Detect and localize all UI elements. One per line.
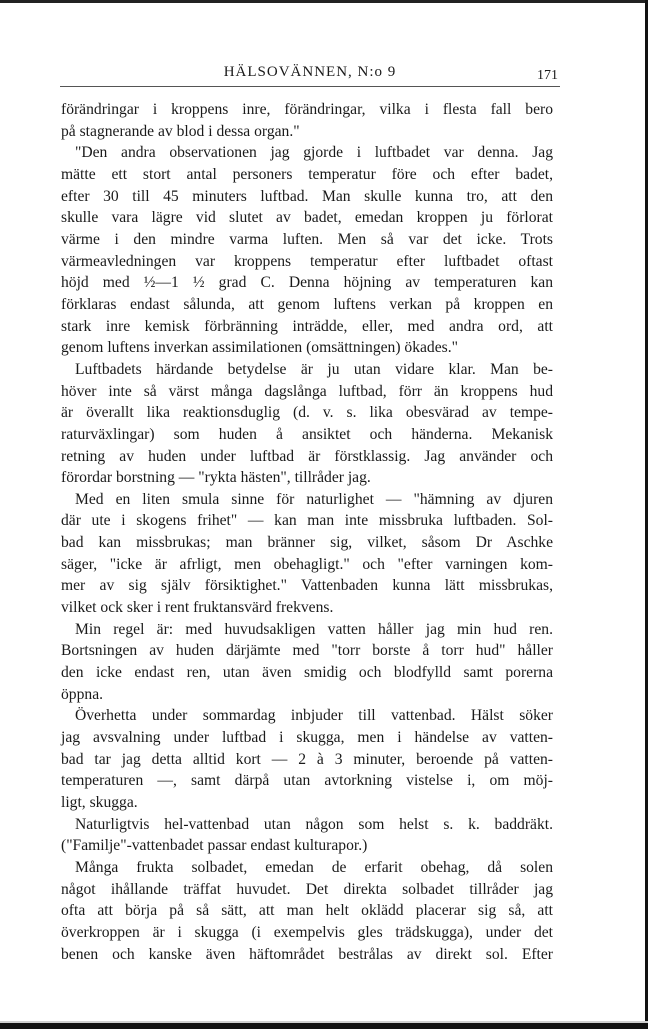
text-line: höjd med ½—1 ½ grad C. Denna höjning av temperaturen kan bbox=[61, 274, 553, 292]
text-line: Med en liten smula sinne för naturlighet — "hämning av djuren bbox=[75, 490, 553, 508]
text-line: temperaturen —, samt därpå utan avtorkning vistelse i, om möj- bbox=[61, 772, 553, 790]
running-header bbox=[60, 64, 560, 90]
text-line: benen och kanske även häftområdet bestrålas av direkt sol. Efter bbox=[61, 945, 553, 963]
text-line: bad kan missbrukas; man bränner sig, vilket, såsom Dr Aschke bbox=[61, 534, 553, 552]
journal-title: HÄLSOVÄNNEN, N:o 9 bbox=[218, 64, 403, 80]
text-line: förklaras endast sålunda, att genom luftens verkan på kroppen en bbox=[61, 295, 553, 313]
text-line: mätte ett stort antal personers temperatur före och efter badet, bbox=[61, 165, 553, 183]
header-rule bbox=[60, 86, 560, 87]
text-line: öppna. bbox=[61, 685, 104, 703]
text-line: jag avsvalning under luftbad i skugga, men i händelse av vatten- bbox=[61, 729, 553, 747]
text-line: höver inte så värst många dagslånga luftbad, förr än kroppens hud bbox=[61, 382, 553, 400]
page-bottom-edge bbox=[0, 1023, 648, 1029]
text-line: förordar borstning — "rykta hästen", tillråder jag. bbox=[61, 469, 371, 487]
text-line: överkroppen är i skugga (i exempelvis gles trädskugga), under det bbox=[61, 923, 553, 941]
text-line: bad tar jag detta alltid kort — 2 à 3 minuter, beroende på vatten- bbox=[61, 750, 553, 768]
text-line: skulle vara lägre vid slutet av badet, emedan kroppen ju förlorat bbox=[61, 209, 553, 227]
text-line: där ute i skogens frihet" — kan man inte missbruka luftbaden. Sol- bbox=[61, 512, 553, 530]
text-line: stark inre kemisk förbränning inträdde, eller, med andra ord, att bbox=[61, 317, 553, 335]
text-line: säger, "icke är afrligt, men obehagligt." och "efter varningen kom- bbox=[61, 555, 553, 573]
text-line: Luftbadets härdande betydelse är ju utan vidare klar. Man be- bbox=[75, 360, 553, 378]
text-line: värmeavledningen var kroppens temperatur efter luftbadet oftast bbox=[61, 252, 553, 270]
text-line: ligt, skugga. bbox=[61, 794, 138, 811]
text-line: Många frukta solbadet, emedan de erfarit obehag, då solen bbox=[75, 858, 553, 876]
text-line: Min regel är: med huvudsakligen vatten håller jag min hud ren. bbox=[75, 620, 553, 638]
text-line: genom luftens inverkan assimilationen (omsättningen) ökades." bbox=[61, 339, 458, 357]
text-line: Bortsningen av huden därjämte med "torr borste å torr hud" håller bbox=[61, 642, 553, 660]
text-line: vilket ock sker i rent fruktansvärd frekvens. bbox=[61, 599, 334, 617]
text-line: "Den andra observationen jag gjorde i luftbadet var denna. Jag bbox=[75, 144, 553, 162]
text-line: på stagnerande av blod i dessa organ." bbox=[61, 122, 300, 140]
text-line: retning av huden under luftbad är förstklassig. Jag använder och bbox=[61, 447, 553, 465]
text-line: förändringar i kroppens inre, förändringar, vilka i flesta fall bero bbox=[61, 101, 553, 118]
text-line: något ihållande träffat huvudet. Det direkta solbadet tillråder jag bbox=[61, 880, 553, 898]
body-text bbox=[61, 99, 553, 965]
text-line: ("Familje"-vattenbadet passar endast kulturapor.) bbox=[61, 837, 368, 855]
text-line: Naturligtvis hel-vattenbad utan någon som helst s. k. baddräkt. bbox=[75, 815, 553, 833]
text-line: den icke endast ren, utan även smidig och blodfylld samt porerna bbox=[61, 664, 553, 682]
text-line: Överhetta under sommardag inbjuder till vattenbad. Hälst söker bbox=[75, 707, 553, 725]
page-number: 171 bbox=[533, 68, 558, 84]
text-line: efter 30 till 45 minuters luftbad. Man skulle kunna tro, att den bbox=[61, 187, 553, 205]
text-line: ofta att börja på så sätt, att man helt oklädd placerar sig så, att bbox=[61, 902, 553, 920]
page-top-edge bbox=[0, 0, 648, 3]
text-line: mer av sig själv försiktighet." Vattenbaden kunna lätt missbrukas, bbox=[61, 577, 553, 595]
text-line: raturväxlingar) som huden å ansiktet och händerna. Mekanisk bbox=[61, 425, 553, 443]
text-line: värme i den mindre varma luften. Men så var det icke. Trots bbox=[61, 230, 553, 248]
text-line: är överallt lika reaktionsduglig (d. v. s. lika obesvärad av tempe- bbox=[61, 404, 553, 422]
